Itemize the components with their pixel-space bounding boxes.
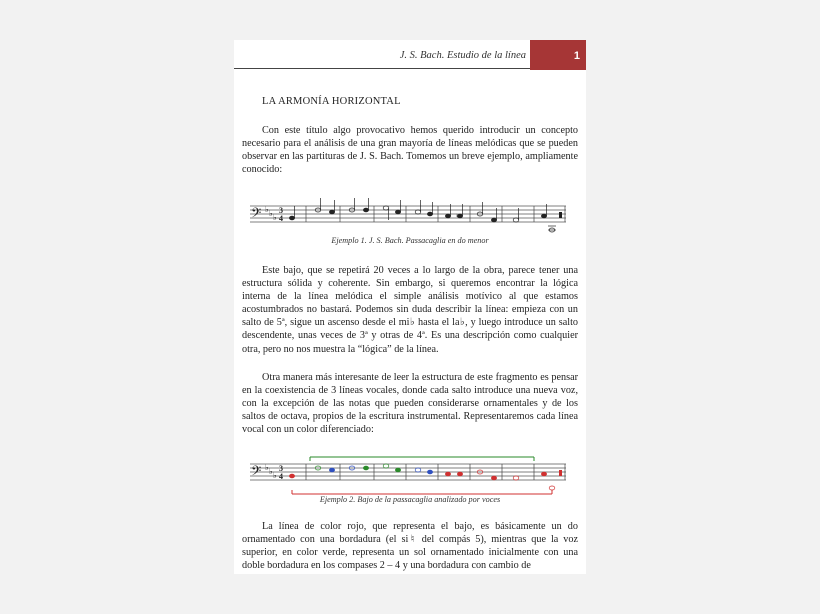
flat-icon: ♭ bbox=[265, 463, 269, 472]
paragraph-4: La línea de color rojo, que representa el bajo, es básicamente un do ornamentado con una bordadura (el si♮ del compás 5), mientras que la voz superior, en color verde, representa un sol ornamentado inicialmente con una doble bordadura en los compases 2 – 4 y una bordadura con cambio de bbox=[242, 521, 578, 572]
bass-clef-icon: 𝄢 bbox=[251, 205, 262, 224]
header-rule bbox=[234, 68, 530, 69]
paragraph-1: Con este título algo provocativo hemos querido introducir un concepto necesario para el análisis de una gran mayoría de líneas melódicas que se pueden observar en las partituras de J. S. Bach. Tomemos un breve ejemplo, ampliamente conocido: bbox=[242, 125, 578, 176]
bass-clef-icon: 𝄢 bbox=[251, 463, 262, 482]
paragraph-3: Otra manera más interesante de leer la estructura de este fragmento es pensar en la coexistencia de 3 líneas vocales, donde cada salto introduce una nueva voz, con la excepción de las notas que pueden considerarse ornamentales y de los saltos de octava, propios de la escritura instrumental. Representaremos cada línea vocal con un color diferenciado: bbox=[242, 372, 578, 436]
time-signature-bottom: 4 bbox=[279, 214, 283, 223]
flat-icon: ♭ bbox=[265, 205, 269, 214]
flat-icon: ♭ bbox=[273, 471, 277, 480]
paragraph-2: Este bajo, que se repetirá 20 veces a lo largo de la obra, parece tener una estructura sólida y coherente. Sin embargo, si queremos encontrar la lógica interna de la línea melódica el simple análisis motívico al que estamos acostumbrados no bastará. Podemos sin duda describir la línea: empieza con un salto de 5ª, sigue un ascenso desde el mi♭ hasta el la♭, y luego introduce un salto descendente, unas veces de 3ª y otras de 4ª. Es una descripción como cualquier otra, pero no nos muestra la “lógica” de la línea. bbox=[242, 265, 578, 355]
music-example-2 bbox=[248, 450, 570, 496]
svg-text:♮: ♮ bbox=[456, 214, 459, 220]
running-header-title: J. S. Bach. Estudio de la línea bbox=[399, 50, 526, 61]
page-number-badge bbox=[530, 40, 586, 70]
document-page bbox=[234, 40, 586, 574]
example-1-caption: Ejemplo 1. J. S. Bach. Passacaglia en do menor bbox=[331, 236, 489, 245]
time-signature-top: 3 bbox=[279, 206, 283, 215]
flat-icon: ♭ bbox=[269, 209, 273, 218]
flat-icon: ♭ bbox=[273, 213, 277, 222]
svg-text:4: 4 bbox=[279, 472, 283, 481]
svg-text:3: 3 bbox=[279, 464, 283, 473]
staff-notation-1 bbox=[248, 196, 570, 240]
page-number: 1 bbox=[573, 50, 580, 62]
example-2-caption: Ejemplo 2. Bajo de la passacaglia analizado por voces bbox=[319, 495, 501, 504]
flat-icon: ♭ bbox=[269, 467, 273, 476]
staff-notation-2 bbox=[248, 450, 570, 496]
music-example-1 bbox=[248, 196, 570, 240]
section-title: LA ARMONÍA HORIZONTAL bbox=[262, 96, 401, 107]
